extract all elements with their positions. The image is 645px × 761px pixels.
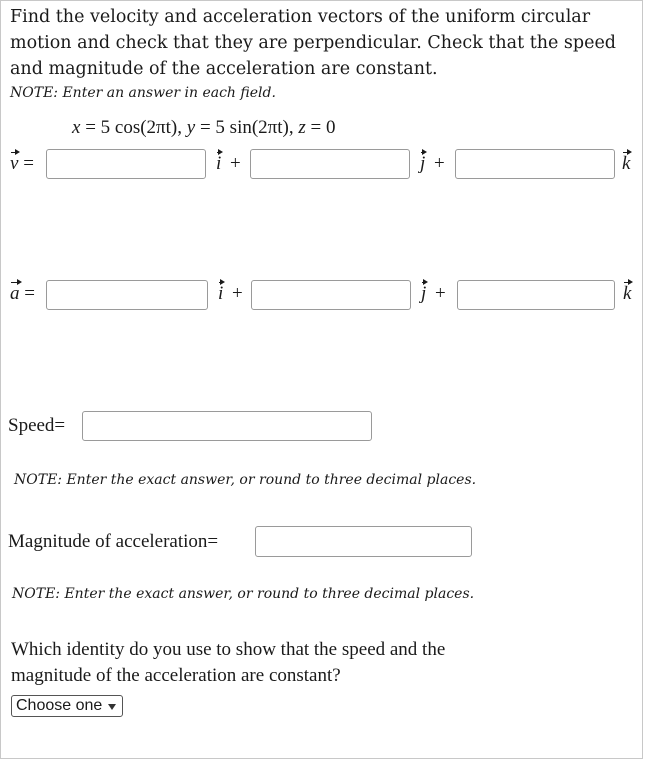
z-variable: z — [298, 117, 306, 138]
speed-note: NOTE: Enter the exact answer, or round to three decimal places. — [14, 472, 477, 488]
i-unit-vector: i — [216, 153, 222, 174]
j-unit-vector: j — [421, 283, 427, 304]
magnitude-note: NOTE: Enter the exact answer, or round to three decimal places. — [12, 586, 475, 602]
velocity-j-unit — [420, 153, 425, 175]
instruction-note: NOTE: Enter an answer in each field. — [10, 85, 276, 101]
question-text-line-1: Find the velocity and acceleration vectors of the uniform circular — [10, 7, 591, 27]
j-unit-vector: j — [420, 153, 426, 174]
k-unit-vector: k — [623, 283, 632, 304]
velocity-k-input[interactable] — [455, 149, 615, 179]
acceleration-equals: = — [19, 283, 35, 304]
velocity-k-unit — [622, 153, 630, 175]
velocity-plus-2: + — [434, 153, 445, 174]
i-unit-vector: i — [218, 283, 224, 304]
velocity-equals: = — [18, 153, 34, 174]
z-expression: = 0 — [305, 117, 336, 138]
x-expression: = 5 cos(2πt), — [80, 117, 187, 138]
identity-select-value: Choose one — [16, 697, 103, 714]
speed-label: Speed= — [8, 415, 66, 436]
velocity-label — [10, 153, 34, 175]
identity-question-line-1: Which identity do you use to show that the speed and the — [11, 639, 446, 660]
velocity-i-input[interactable] — [46, 149, 206, 179]
question-text-line-3: and magnitude of the acceleration are constant. — [10, 59, 438, 79]
acceleration-i-input[interactable] — [46, 280, 208, 310]
velocity-vector-symbol: v — [10, 153, 19, 174]
chevron-down-icon — [108, 704, 116, 710]
velocity-plus-1: + — [230, 153, 241, 174]
acceleration-plus-1: + — [232, 283, 243, 304]
k-unit-vector: k — [622, 153, 631, 174]
acceleration-i-unit — [218, 283, 223, 305]
x-variable: x — [72, 117, 81, 138]
question-text-line-2: motion and check that they are perpendicular. Check that the speed — [10, 33, 617, 53]
identity-question-line-2: magnitude of the acceleration are constant? — [11, 665, 341, 686]
acceleration-vector-symbol: a — [10, 283, 20, 304]
acceleration-k-unit — [623, 283, 631, 305]
magnitude-input[interactable] — [255, 526, 472, 557]
velocity-j-input[interactable] — [250, 149, 410, 179]
velocity-i-unit — [216, 153, 221, 175]
acceleration-j-input[interactable] — [251, 280, 411, 310]
y-expression: = 5 sin(2πt), — [195, 117, 299, 138]
acceleration-label — [10, 283, 35, 305]
y-variable: y — [186, 117, 196, 138]
motion-equation — [72, 117, 336, 139]
identity-select[interactable] — [11, 695, 123, 717]
acceleration-k-input[interactable] — [457, 280, 615, 310]
speed-input[interactable] — [82, 411, 372, 441]
acceleration-j-unit — [421, 283, 426, 305]
magnitude-label: Magnitude of acceleration= — [8, 531, 219, 552]
acceleration-plus-2: + — [435, 283, 446, 304]
